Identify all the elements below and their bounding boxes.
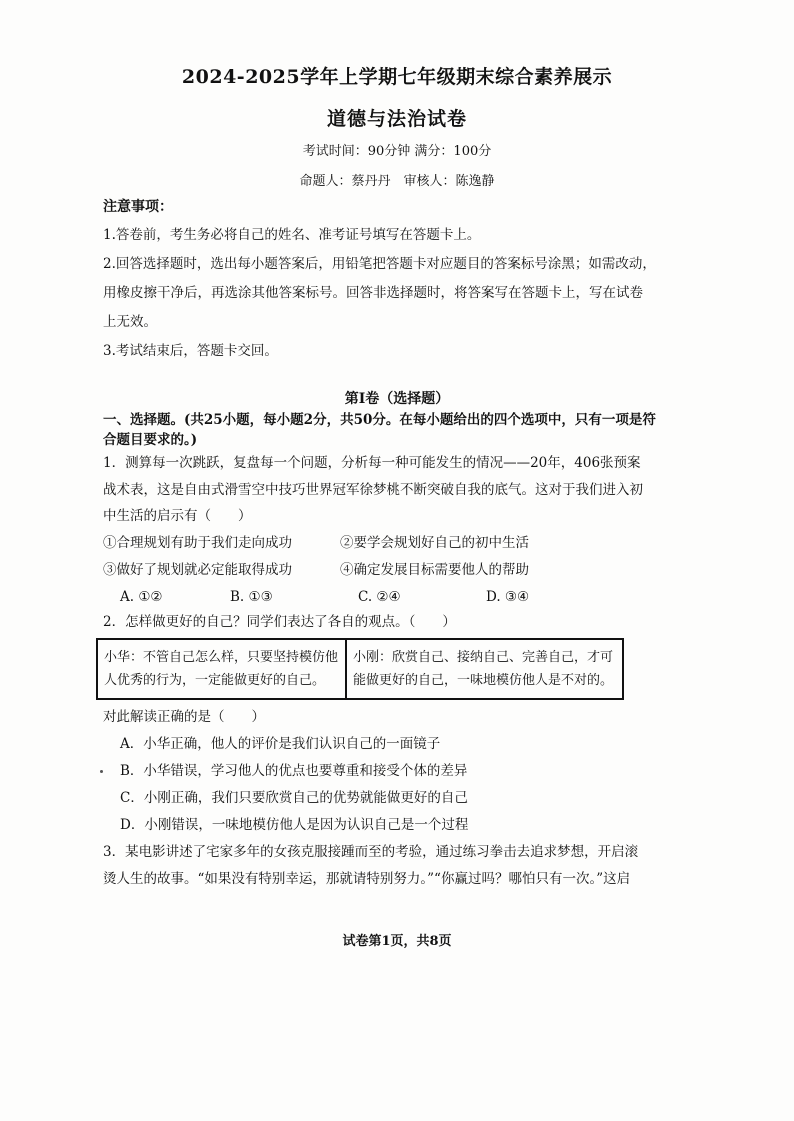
notes-heading: 注意事项： [103, 199, 173, 215]
q1-option-a: A. ①② [120, 589, 163, 605]
section-intro-line-1: 一、选择题。(共25小题，每小题2分，共50分。在每小题给出的四个选项中，只有一项是符 [103, 412, 656, 428]
q1-option-b: B. ①③ [230, 589, 273, 605]
q2-option-d: D．小刚错误，一味地模仿他人是因为认识自己是一个过程 [120, 817, 469, 833]
q1-option-c: C. ②④ [358, 589, 401, 605]
page-footer: 试卷第1页，共8页 [342, 934, 452, 949]
section-title: 第Ⅰ卷（选择题） [344, 391, 450, 407]
q1-statement-4: ④确定发展目标需要他人的帮助 [340, 562, 529, 578]
q2-stem: 2．怎样做更好的自己？同学们表达了各自的观点。（ ） [103, 614, 456, 630]
q3-stem-line-1: 3．某电影讲述了宅家多年的女孩克服接踵而至的考验，通过练习拳击去追求梦想，开启滚 [103, 844, 639, 860]
q2-opinions-table [96, 638, 624, 700]
q2-option-b: B．小华错误，学习他人的优点也要尊重和接受个体的差异 [120, 763, 468, 779]
exam-title: 2024-2025学年上学期七年级期末综合素养展示 [181, 66, 613, 88]
q2-xiaogang-line-1: 小刚：欣赏自己、接纳自己、完善自己，才可 [353, 650, 614, 665]
section-intro-line-2: 合题目要求的。) [103, 432, 198, 448]
q1-option-d: D. ③④ [486, 589, 530, 605]
q2-opinion-xiaogang [353, 646, 613, 692]
scan-speck [100, 770, 103, 773]
q1-statement-1: ①合理规划有助于我们走向成功 [103, 535, 292, 551]
exam-subject: 道德与法治试卷 [326, 108, 467, 130]
q2-option-a: A．小华正确，他人的评价是我们认识自己的一面镜子 [120, 736, 441, 752]
q1-stem-line-3: 中生活的启示有（ ） [103, 508, 252, 524]
q2-table-divider [345, 640, 347, 698]
notes-item-2-line-1: 2.回答选择题时，选出每小题答案后，用铅笔把答题卡对应题目的答案标号涂黑；如需改动， [103, 256, 656, 272]
q2-xiaohua-line-1: 小华：不管自己怎么样，只要坚持模仿他 [104, 650, 339, 665]
exam-authors: 命题人：蔡丹丹 审核人：陈逸静 [299, 174, 495, 189]
q2-option-c: C．小刚正确，我们只要欣赏自己的优势就能做更好的自己 [120, 790, 468, 806]
notes-item-3: 3.考试结束后，答题卡交回。 [103, 343, 278, 359]
q2-question: 对此解读正确的是（ ） [103, 709, 265, 725]
q3-stem-line-2: 烫人生的故事。“如果没有特别幸运，那就请特别努力。”“你赢过吗？哪怕只有一次。”这启 [103, 871, 631, 887]
q1-statement-3: ③做好了规划就必定能取得成功 [103, 562, 292, 578]
q1-statement-2: ②要学会规划好自己的初中生活 [340, 535, 529, 551]
notes-item-1: 1.答卷前，考生务必将自己的姓名、准考证号填写在答题卡上。 [103, 227, 481, 243]
exam-info: 考试时间：90分钟 满分：100分 [302, 144, 492, 159]
notes-item-2-line-3: 上无效。 [103, 314, 157, 330]
q1-stem-line-2: 战术表，这是自由式滑雪空中技巧世界冠军徐梦桃不断突破自我的底气。这对于我们进入初 [103, 482, 643, 498]
q1-stem-line-1: 1．测算每一次跳跃，复盘每一个问题，分析每一种可能发生的情况——20年，406张预案 [103, 455, 641, 471]
q2-xiaogang-line-2: 能做更好的自己，一味地模仿他人是不对的。 [353, 673, 614, 688]
q2-opinion-xiaohua [104, 646, 338, 692]
q2-xiaohua-line-2: 人优秀的行为，一定能做更好的自己。 [104, 673, 326, 688]
notes-item-2-line-2: 用橡皮擦干净后，再选涂其他答案标号。回答非选择题时，将答案写在答题卡上，写在试卷 [103, 285, 643, 301]
